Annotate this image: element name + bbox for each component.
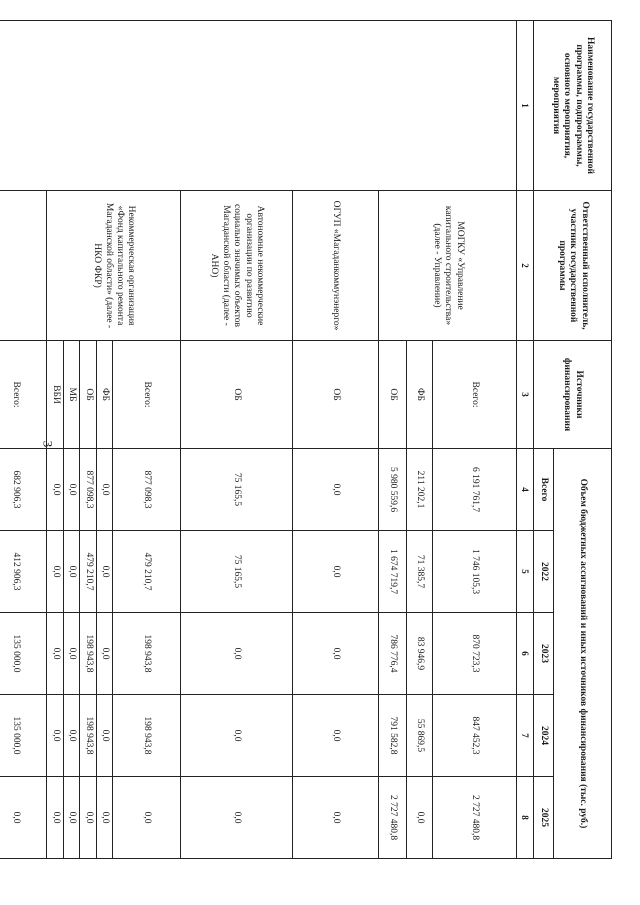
col-number-4: 4 bbox=[517, 449, 534, 531]
value-cell: 6 191 761,7 bbox=[433, 449, 517, 531]
value-cell: 786 776,4 bbox=[379, 613, 407, 695]
value-cell: 682 906,3 bbox=[0, 449, 47, 531]
source-cell: ОБ bbox=[80, 341, 96, 449]
value-cell: 198 943,8 bbox=[113, 613, 181, 695]
executor-cell-empty bbox=[0, 191, 47, 341]
executor-upravlenie: МОГКУ «Управление капитального строительства» (далее - Управление) bbox=[379, 191, 517, 341]
header-2024: 2024 bbox=[534, 695, 554, 777]
value-cell: 0,0 bbox=[47, 695, 63, 777]
value-cell: 1 746 105,3 bbox=[433, 531, 517, 613]
executor-nko-fkr: Некоммерческая организация «Фонд капитального ремонта Магаданской области» (далее - НКО ФКР) bbox=[47, 191, 181, 341]
source-cell: ОБ bbox=[379, 341, 407, 449]
header-funding-source: Источники финансирования bbox=[534, 341, 612, 449]
value-cell: 75 165,5 bbox=[181, 531, 293, 613]
value-cell: 847 452,3 bbox=[433, 695, 517, 777]
page-number: 3 bbox=[40, 440, 56, 448]
value-cell: 0,0 bbox=[96, 777, 112, 859]
col-number-3: 3 bbox=[517, 341, 534, 449]
value-cell: 479 210,7 bbox=[80, 531, 96, 613]
value-cell: 198 943,8 bbox=[80, 695, 96, 777]
value-cell: 0,0 bbox=[113, 777, 181, 859]
value-cell: 0,0 bbox=[63, 777, 79, 859]
program-name-cell bbox=[0, 21, 517, 191]
value-cell: 0,0 bbox=[293, 777, 379, 859]
source-cell: ФБ bbox=[407, 341, 433, 449]
value-cell: 5 980 559,6 bbox=[379, 449, 407, 531]
value-cell: 135 000,0 bbox=[0, 613, 47, 695]
col-number-5: 5 bbox=[517, 531, 534, 613]
value-cell: 0,0 bbox=[407, 777, 433, 859]
value-cell: 2 727 480,8 bbox=[379, 777, 407, 859]
value-cell: 1 674 719,7 bbox=[379, 531, 407, 613]
value-cell: 877 098,3 bbox=[80, 449, 96, 531]
value-cell: 0,0 bbox=[47, 613, 63, 695]
source-cell: МБ bbox=[63, 341, 79, 449]
value-cell: 0,0 bbox=[63, 613, 79, 695]
value-cell: 198 943,8 bbox=[80, 613, 96, 695]
value-cell: 0,0 bbox=[293, 695, 379, 777]
value-cell: 83 946,9 bbox=[407, 613, 433, 695]
value-cell: 0,0 bbox=[63, 531, 79, 613]
value-cell: 71 385,7 bbox=[407, 531, 433, 613]
value-cell: 0,0 bbox=[0, 777, 47, 859]
header-2022: 2022 bbox=[534, 531, 554, 613]
header-executor: Ответственный исполнитель, участник государственной программы bbox=[534, 191, 612, 341]
source-cell: Всего: bbox=[113, 341, 181, 449]
value-cell: 0,0 bbox=[47, 777, 63, 859]
value-cell: 0,0 bbox=[63, 695, 79, 777]
source-cell: Всего: bbox=[433, 341, 517, 449]
value-cell: 877 098,3 bbox=[113, 449, 181, 531]
header-funding-volume: Объем бюджетных ассигнований и иных источников финансирования (тыс. руб.) bbox=[554, 449, 612, 859]
col-number-8: 8 bbox=[517, 777, 534, 859]
col-number-1: 1 bbox=[517, 21, 534, 191]
value-cell: 0,0 bbox=[293, 613, 379, 695]
value-cell: 0,0 bbox=[47, 531, 63, 613]
value-cell: 0,0 bbox=[63, 449, 79, 531]
header-total: Всего bbox=[534, 449, 554, 531]
value-cell: 479 210,7 bbox=[113, 531, 181, 613]
col-number-2: 2 bbox=[517, 191, 534, 341]
source-cell: ВБИ bbox=[47, 341, 63, 449]
value-cell: 75 165,5 bbox=[181, 449, 293, 531]
source-cell: ОБ bbox=[181, 341, 293, 449]
col-number-7: 7 bbox=[517, 695, 534, 777]
header-2025: 2025 bbox=[534, 777, 554, 859]
value-cell: 211 202,1 bbox=[407, 449, 433, 531]
header-program-name: Наименование государственной программы, подпрограммы, основного мероприятия, мероприятия bbox=[534, 21, 612, 191]
value-cell: 870 723,3 bbox=[433, 613, 517, 695]
value-cell: 0,0 bbox=[96, 613, 112, 695]
value-cell: 0,0 bbox=[293, 531, 379, 613]
financing-table-sheet bbox=[10, 20, 612, 858]
col-number-6: 6 bbox=[517, 613, 534, 695]
value-cell: 412 906,3 bbox=[0, 531, 47, 613]
value-cell: 0,0 bbox=[47, 449, 63, 531]
financing-table bbox=[0, 20, 612, 859]
executor-ano: Автономные некоммерческие организации по развитию социально значимых объектов Магаданской области (далее - АНО) bbox=[181, 191, 293, 341]
source-cell: Всего: bbox=[0, 341, 47, 449]
value-cell: 0,0 bbox=[96, 531, 112, 613]
value-cell: 0,0 bbox=[80, 777, 96, 859]
value-cell: 0,0 bbox=[293, 449, 379, 531]
value-cell: 0,0 bbox=[96, 695, 112, 777]
value-cell: 2 727 480,8 bbox=[433, 777, 517, 859]
value-cell: 0,0 bbox=[96, 449, 112, 531]
value-cell: 135 000,0 bbox=[0, 695, 47, 777]
executor-magadankommunenergo: ОГУП «Магаданкоммунэнерго» bbox=[293, 191, 379, 341]
value-cell: 198 943,8 bbox=[113, 695, 181, 777]
value-cell: 791 582,8 bbox=[379, 695, 407, 777]
value-cell: 0,0 bbox=[181, 777, 293, 859]
header-2023: 2023 bbox=[534, 613, 554, 695]
source-cell: ОБ bbox=[293, 341, 379, 449]
value-cell: 0,0 bbox=[181, 695, 293, 777]
value-cell: 0,0 bbox=[181, 613, 293, 695]
value-cell: 55 869,5 bbox=[407, 695, 433, 777]
source-cell: ФБ bbox=[96, 341, 112, 449]
